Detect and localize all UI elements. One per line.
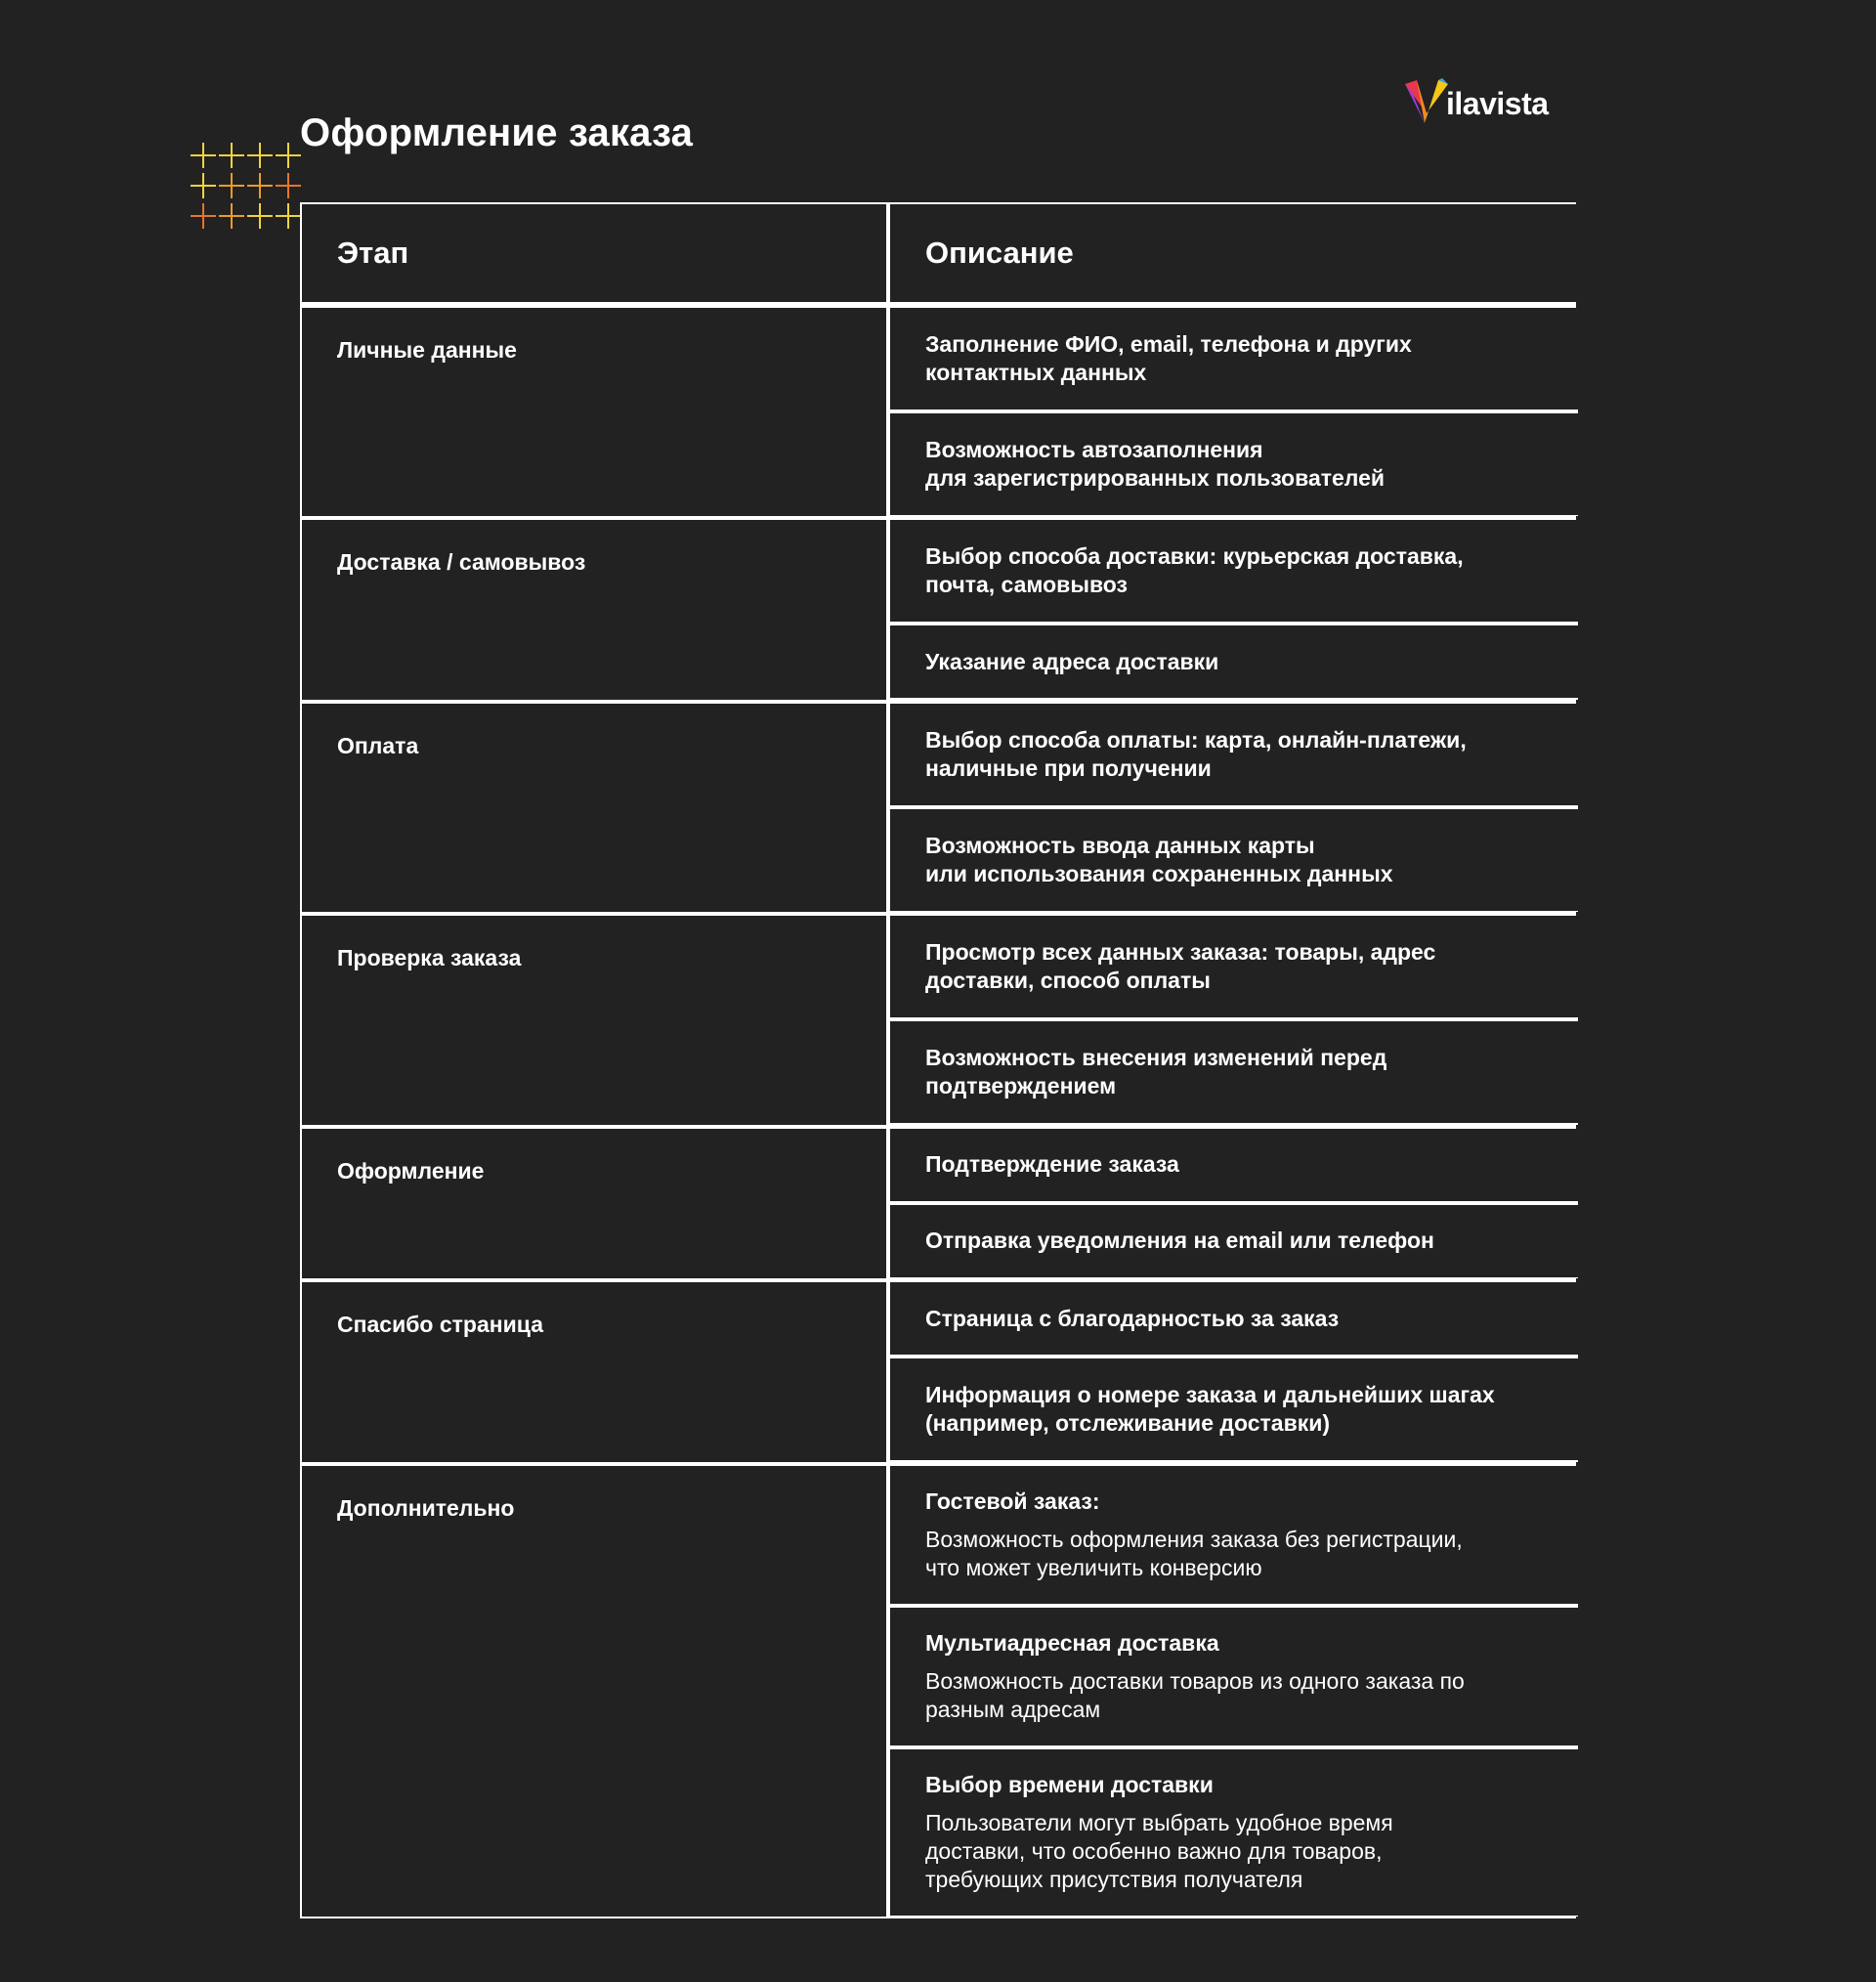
description-text: Возможность ввода данных карты или использования сохраненных данных xyxy=(925,832,1393,886)
column-header-description: Описание xyxy=(890,204,1578,302)
description-cell xyxy=(890,413,1578,515)
stage-cell: Спасибо страница xyxy=(302,1282,886,1462)
plus-icon xyxy=(276,143,301,168)
description-group xyxy=(890,520,1578,700)
plus-icon xyxy=(191,203,216,229)
column-header-stage: Этап xyxy=(302,204,886,302)
plus-icon xyxy=(247,143,273,168)
plus-icon xyxy=(276,173,301,198)
stage-cell: Доставка / самовывоз xyxy=(302,520,886,700)
description-cell xyxy=(890,308,1578,409)
description-text: Гостевой заказ: xyxy=(925,1487,1100,1514)
description-text: Страница с благодарностью за заказ xyxy=(925,1305,1340,1331)
description-text: Мультиадресная доставка xyxy=(925,1629,1219,1656)
description-group xyxy=(890,1282,1578,1462)
decor-plus-grid xyxy=(189,140,302,231)
description-text: Подтверждение заказа xyxy=(925,1151,1179,1177)
description-group xyxy=(890,1129,1578,1279)
plus-icon xyxy=(191,173,216,198)
stage-cell: Оплата xyxy=(302,704,886,913)
stage-cell: Проверка заказа xyxy=(302,916,886,1125)
plus-icon xyxy=(219,173,244,198)
logo-text: ilavista xyxy=(1446,86,1549,121)
description-group xyxy=(890,308,1578,517)
description-cell xyxy=(890,625,1578,698)
plus-icon xyxy=(219,203,244,229)
plus-icon xyxy=(247,203,273,229)
plus-icon xyxy=(276,203,301,229)
description-subtext: Пользователи могут выбрать удобное время доставки, что особенно важно для товаров, требующих присутствия получателя xyxy=(925,1809,1393,1892)
description-subtext: Возможность доставки товаров из одного заказа по разным адресам xyxy=(925,1667,1465,1722)
stage-cell: Личные данные xyxy=(302,308,886,517)
description-cell xyxy=(890,520,1578,622)
description-cell xyxy=(890,1358,1578,1460)
logo-v-icon xyxy=(1403,76,1450,131)
plus-icon xyxy=(247,173,273,198)
description-text: Информация о номере заказа и дальнейших шагах (например, отслеживание доставки) xyxy=(925,1382,1495,1436)
description-subtext: Возможность оформления заказа без регистрации, что может увеличить конверсию xyxy=(925,1526,1463,1580)
description-cell xyxy=(890,1129,1578,1201)
description-cell xyxy=(890,1021,1578,1123)
description-cell xyxy=(890,1205,1578,1277)
description-cell xyxy=(890,916,1578,1017)
page-title: Оформление заказа xyxy=(300,111,694,154)
stage-cell: Дополнительно xyxy=(302,1466,886,1917)
description-text: Заполнение ФИО, email, телефона и других контактных данных xyxy=(925,330,1412,385)
description-cell xyxy=(890,1282,1578,1355)
description-text: Просмотр всех данных заказа: товары, адрес доставки, способ оплаты xyxy=(925,939,1436,993)
description-text: Возможность внесения изменений перед подтверждением xyxy=(925,1045,1387,1099)
description-group xyxy=(890,1466,1578,1917)
description-text: Отправка уведомления на email или телефон xyxy=(925,1228,1434,1253)
description-group xyxy=(890,704,1578,913)
plus-icon xyxy=(219,143,244,168)
description-group xyxy=(890,916,1578,1125)
description-text: Указание адреса доставки xyxy=(925,648,1219,674)
description-text: Выбор способа доставки: курьерская доставка, почта, самовывоз xyxy=(925,543,1464,597)
brand-logo xyxy=(1403,76,1549,131)
description-text: Выбор способа оплаты: карта, онлайн-платежи, наличные при получении xyxy=(925,726,1467,781)
description-text: Выбор времени доставки xyxy=(925,1771,1214,1797)
description-cell xyxy=(890,1466,1578,1604)
description-cell xyxy=(890,809,1578,911)
stage-cell: Оформление xyxy=(302,1129,886,1279)
description-cell xyxy=(890,1608,1578,1745)
description-cell xyxy=(890,1749,1578,1916)
description-text: Возможность автозаполнения для зарегистрированных пользователей xyxy=(925,436,1386,491)
checkout-stages-table xyxy=(300,202,1576,1918)
plus-icon xyxy=(191,143,216,168)
description-cell xyxy=(890,704,1578,805)
